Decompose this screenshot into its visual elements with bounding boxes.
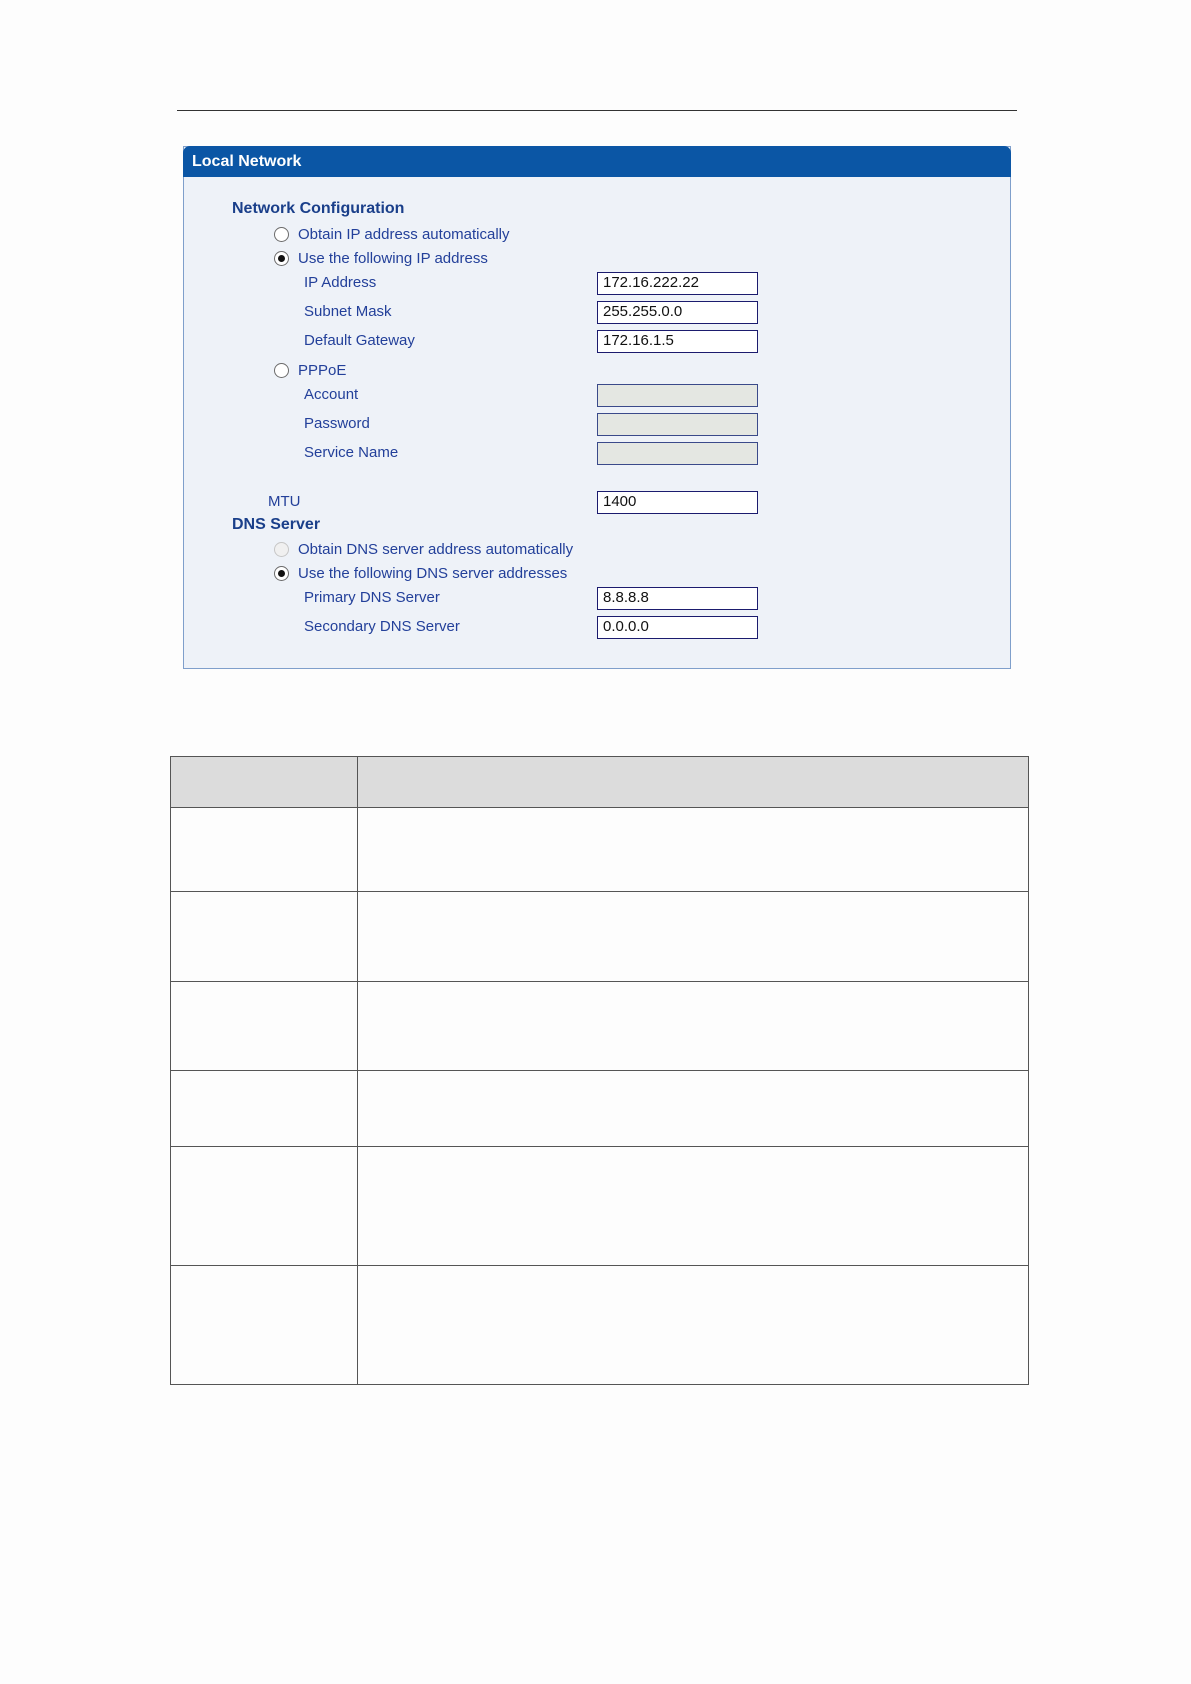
password-input[interactable] (597, 413, 758, 436)
table-cell (171, 1071, 358, 1147)
table-cell (171, 892, 358, 982)
table-cell (358, 892, 1029, 982)
local-network-panel (183, 146, 1011, 669)
parameter-table (170, 756, 1029, 1385)
obtain-ip-auto-radio[interactable] (274, 227, 289, 242)
subnet-mask-input[interactable]: 255.255.0.0 (597, 301, 758, 324)
subnet-mask-label: Subnet Mask (304, 303, 392, 320)
table-cell (171, 808, 358, 892)
table-cell (358, 808, 1029, 892)
use-following-dns-label: Use the following DNS server addresses (298, 565, 568, 582)
pppoe-label: PPPoE (298, 362, 347, 379)
obtain-dns-auto-label: Obtain DNS server address automatically (298, 541, 574, 558)
secondary-dns-label: Secondary DNS Server (304, 618, 460, 635)
use-following-ip-label: Use the following IP address (298, 250, 488, 267)
table-cell (171, 982, 358, 1071)
default-gateway-label: Default Gateway (304, 332, 415, 349)
dns-server-title: DNS Server (232, 516, 321, 533)
mtu-label: MTU (268, 493, 301, 510)
table-row (171, 982, 1029, 1071)
account-input[interactable] (597, 384, 758, 407)
table-row (171, 808, 1029, 892)
primary-dns-label: Primary DNS Server (304, 589, 440, 606)
table-cell (358, 982, 1029, 1071)
password-label: Password (304, 415, 370, 432)
obtain-ip-auto-label: Obtain IP address automatically (298, 226, 510, 243)
panel-title: Local Network (183, 146, 1011, 177)
account-label: Account (304, 386, 359, 403)
table-header-cell (358, 757, 1029, 808)
table-cell (171, 1147, 358, 1266)
table-row (171, 1266, 1029, 1385)
default-gateway-input[interactable]: 172.16.1.5 (597, 330, 758, 353)
table-header-row (171, 757, 1029, 808)
secondary-dns-input[interactable]: 0.0.0.0 (597, 616, 758, 639)
table-cell (171, 1266, 358, 1385)
table-cell (358, 1147, 1029, 1266)
ip-address-input[interactable]: 172.16.222.22 (597, 272, 758, 295)
service-name-label: Service Name (304, 444, 399, 461)
mtu-input[interactable]: 1400 (597, 491, 758, 514)
table-cell (358, 1071, 1029, 1147)
use-following-dns-radio[interactable] (274, 566, 289, 581)
table-row (171, 1147, 1029, 1266)
network-configuration-title: Network Configuration (232, 200, 405, 217)
primary-dns-input[interactable]: 8.8.8.8 (597, 587, 758, 610)
table-cell (358, 1266, 1029, 1385)
service-name-input[interactable] (597, 442, 758, 465)
pppoe-radio[interactable] (274, 363, 289, 378)
header-rule (177, 110, 1017, 111)
obtain-dns-auto-radio[interactable] (274, 542, 289, 557)
table-row (171, 1071, 1029, 1147)
ip-address-label: IP Address (304, 274, 377, 291)
table-header-cell (171, 757, 358, 808)
table-row (171, 892, 1029, 982)
use-following-ip-radio[interactable] (274, 251, 289, 266)
